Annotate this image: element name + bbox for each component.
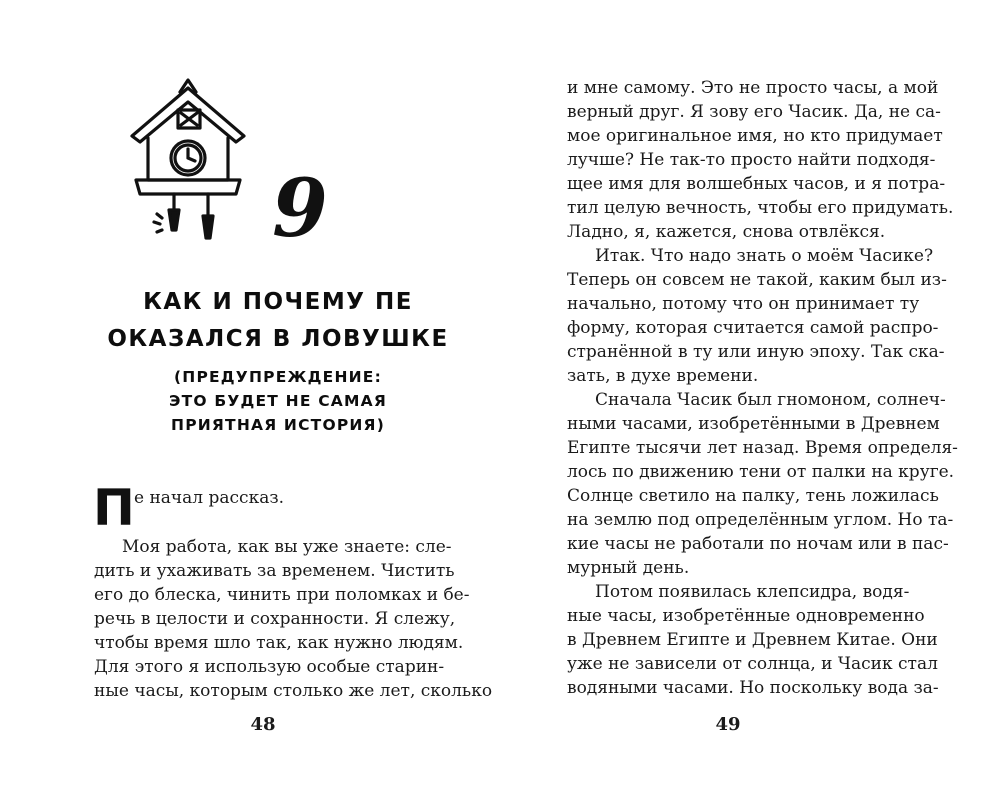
- text-line: мурный день.: [567, 558, 690, 578]
- text-line: на землю под определённым углом. Но та-: [567, 510, 954, 530]
- text-line: Египте тысячи лет назад. Время определя-: [567, 438, 958, 458]
- text-line: уже не зависели от солнца, и Часик стал: [567, 654, 938, 674]
- chapter-number: 9: [272, 161, 328, 255]
- text-line: Ладно, я, кажется, снова отвлёкся.: [567, 222, 886, 242]
- text-line: мое оригинальное имя, но кто придумает: [567, 126, 943, 146]
- right-page: [500, 0, 1000, 808]
- drop-cap: П: [93, 479, 135, 537]
- chapter-subtitle-line: (ПРЕДУПРЕЖДЕНИЕ:: [174, 368, 382, 386]
- text-line: в Древнем Египте и Древнем Китае. Они: [567, 630, 938, 650]
- text-line: дить и ухаживать за временем. Чистить: [94, 561, 455, 581]
- text-line: зать, в духе времени.: [567, 366, 759, 386]
- page-number: 48: [250, 714, 276, 735]
- text-line: щее имя для волшебных часов, и я потра-: [567, 174, 946, 194]
- chapter-subtitle: [108, 365, 448, 437]
- text-line: ными часами, изобретёнными в Древнем: [567, 414, 940, 434]
- chapter-subtitle-line: ПРИЯТНАЯ ИСТОРИЯ): [171, 416, 385, 434]
- text-line: Теперь он совсем не такой, каким был из-: [567, 270, 947, 290]
- text-line: его до блеска, чинить при поломках и бе-: [94, 585, 470, 605]
- text-line: водяными часами. Но поскольку вода за-: [567, 678, 939, 698]
- text-line: лось по движению тени от палки на круге.: [567, 462, 955, 482]
- chapter-title-line: ОКАЗАЛСЯ В ЛОВУШКЕ: [107, 326, 449, 352]
- text-line: ные часы, изобретённые одновременно: [567, 606, 925, 626]
- text-line: начально, потому что он принимает ту: [567, 294, 920, 314]
- chapter-title-line: КАК И ПОЧЕМУ ПЕ: [143, 289, 413, 315]
- text-line: Потом появилась клепсидра, водя-: [595, 582, 910, 602]
- chapter-subtitle-line: ЭТО БУДЕТ НЕ САМАЯ: [169, 392, 387, 410]
- first-line: е начал рассказ.: [134, 488, 285, 508]
- text-line: речь в целости и сохранности. Я слежу,: [94, 609, 456, 629]
- text-line: странённой в ту или иную эпоху. Так ска-: [567, 342, 945, 362]
- text-line: Солнце светило на палку, тень ложилась: [567, 486, 939, 506]
- page-number: 49: [715, 714, 741, 735]
- text-line: Сначала Часик был гномоном, солнеч-: [595, 390, 946, 410]
- text-line: Итак. Что надо знать о моём Часике?: [595, 246, 934, 266]
- text-line: тил целую вечность, чтобы его придумать.: [567, 198, 954, 218]
- cuckoo-clock-icon: [118, 72, 258, 252]
- text-line: Моя работа, как вы уже знаете: сле-: [122, 537, 452, 557]
- text-line: ные часы, которым столько же лет, сколько: [94, 681, 493, 701]
- text-line: верный друг. Я зову его Часик. Да, не са-: [567, 102, 941, 122]
- chapter-title: [88, 284, 468, 358]
- text-line: и мне самому. Это не просто часы, а мой: [567, 78, 939, 98]
- text-line: форму, которая считается самой распро-: [567, 318, 939, 338]
- text-line: Для этого я использую особые старин-: [94, 657, 445, 677]
- text-line: чтобы время шло так, как нужно людям.: [94, 633, 464, 653]
- text-line: кие часы не работали по ночам или в пас-: [567, 534, 949, 554]
- text-line: лучше? Не так-то просто найти подходя-: [567, 150, 936, 170]
